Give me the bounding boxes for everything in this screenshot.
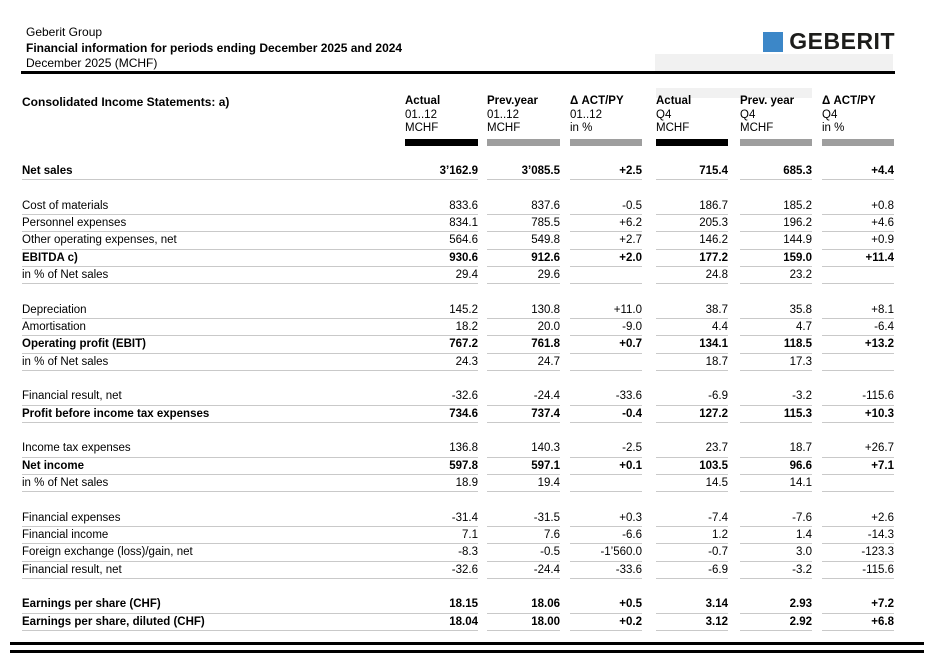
value-cell: +11.0 bbox=[570, 302, 642, 319]
value-cell: +0.9 bbox=[822, 232, 894, 249]
value-cell: -0.4 bbox=[570, 406, 642, 423]
row-label bbox=[22, 492, 405, 509]
value-cell: -0.5 bbox=[570, 198, 642, 215]
value-cell: 24.8 bbox=[656, 267, 728, 284]
value-cell: 834.1 bbox=[405, 215, 478, 232]
value-cell: 14.1 bbox=[740, 475, 812, 492]
value-cell: +0.1 bbox=[570, 458, 642, 475]
row-label: Earnings per share, diluted (CHF) bbox=[22, 614, 405, 631]
value-cell: -2.5 bbox=[570, 440, 642, 457]
row-label: Depreciation bbox=[22, 302, 405, 319]
value-cell: -33.6 bbox=[570, 562, 642, 579]
background-artifact bbox=[655, 54, 893, 71]
row-label: Amortisation bbox=[22, 319, 405, 336]
value-cell: -6.9 bbox=[656, 388, 728, 405]
value-cell: 96.6 bbox=[740, 458, 812, 475]
logo-square-icon bbox=[763, 32, 783, 52]
column-underline-bar bbox=[656, 139, 728, 146]
row-label: Cost of materials bbox=[22, 198, 405, 215]
table-row bbox=[22, 267, 894, 284]
value-cell bbox=[487, 423, 560, 440]
value-cell: 103.5 bbox=[656, 458, 728, 475]
value-cell: 17.3 bbox=[740, 354, 812, 371]
value-cell: 159.0 bbox=[740, 250, 812, 267]
value-cell: 7.1 bbox=[405, 527, 478, 544]
value-cell: -14.3 bbox=[822, 527, 894, 544]
value-cell: +10.3 bbox=[822, 406, 894, 423]
value-cell: -115.6 bbox=[822, 388, 894, 405]
document-subtitle: December 2025 (MCHF) bbox=[26, 56, 158, 70]
geberit-logo bbox=[763, 28, 895, 54]
value-cell: 3.0 bbox=[740, 544, 812, 561]
value-cell: 685.3 bbox=[740, 163, 812, 180]
value-cell: 145.2 bbox=[405, 302, 478, 319]
row-label: Foreign exchange (loss)/gain, net bbox=[22, 544, 405, 561]
value-cell bbox=[656, 371, 728, 388]
row-label: in % of Net sales bbox=[22, 475, 405, 492]
value-cell: -24.4 bbox=[487, 388, 560, 405]
value-cell: 115.3 bbox=[740, 406, 812, 423]
value-cell: -3.2 bbox=[740, 562, 812, 579]
logo-wordmark: GEBERIT bbox=[789, 28, 895, 54]
value-cell: +13.2 bbox=[822, 336, 894, 353]
row-label bbox=[22, 579, 405, 596]
table-row bbox=[22, 250, 894, 267]
value-cell: -115.6 bbox=[822, 562, 894, 579]
column-underline-bar bbox=[570, 139, 642, 146]
table-row bbox=[22, 596, 894, 613]
column-header-actual-ytd: Actual 01..12 MCHF bbox=[405, 95, 478, 146]
table-body bbox=[22, 163, 894, 631]
spacer-row bbox=[22, 180, 894, 197]
table-row bbox=[22, 232, 894, 249]
table-row bbox=[22, 544, 894, 561]
column-underline-bar bbox=[487, 139, 560, 146]
value-cell: +0.3 bbox=[570, 510, 642, 527]
value-cell: +8.1 bbox=[822, 302, 894, 319]
value-cell: +0.8 bbox=[822, 198, 894, 215]
value-cell: -9.0 bbox=[570, 319, 642, 336]
value-cell: +2.6 bbox=[822, 510, 894, 527]
row-label bbox=[22, 284, 405, 301]
table-row bbox=[22, 198, 894, 215]
spacer-row bbox=[22, 492, 894, 509]
value-cell: +6.8 bbox=[822, 614, 894, 631]
value-cell: +7.2 bbox=[822, 596, 894, 613]
table-row bbox=[22, 527, 894, 544]
value-cell: 930.6 bbox=[405, 250, 478, 267]
value-cell bbox=[740, 423, 812, 440]
value-cell: 186.7 bbox=[656, 198, 728, 215]
value-cell bbox=[487, 180, 560, 197]
value-cell: -31.4 bbox=[405, 510, 478, 527]
value-cell: 3.14 bbox=[656, 596, 728, 613]
value-cell: -3.2 bbox=[740, 388, 812, 405]
spacer-row bbox=[22, 579, 894, 596]
value-cell: 144.9 bbox=[740, 232, 812, 249]
value-cell bbox=[405, 579, 478, 596]
value-cell: +2.7 bbox=[570, 232, 642, 249]
value-cell: 118.5 bbox=[740, 336, 812, 353]
value-cell: 3’085.5 bbox=[487, 163, 560, 180]
value-cell: 3’162.9 bbox=[405, 163, 478, 180]
value-cell: -7.4 bbox=[656, 510, 728, 527]
document-header bbox=[26, 25, 402, 71]
value-cell: 177.2 bbox=[656, 250, 728, 267]
value-cell: 185.2 bbox=[740, 198, 812, 215]
value-cell: 127.2 bbox=[656, 406, 728, 423]
value-cell: 761.8 bbox=[487, 336, 560, 353]
value-cell: 18.9 bbox=[405, 475, 478, 492]
value-cell: 18.00 bbox=[487, 614, 560, 631]
value-cell: +0.5 bbox=[570, 596, 642, 613]
value-cell: 7.6 bbox=[487, 527, 560, 544]
value-cell bbox=[570, 267, 642, 284]
value-cell bbox=[487, 284, 560, 301]
value-cell: -24.4 bbox=[487, 562, 560, 579]
value-cell: 23.7 bbox=[656, 440, 728, 457]
value-cell: +4.6 bbox=[822, 215, 894, 232]
table-row bbox=[22, 458, 894, 475]
column-underline-bar bbox=[822, 139, 894, 146]
table-row bbox=[22, 475, 894, 492]
value-cell: 19.4 bbox=[487, 475, 560, 492]
value-cell: -6.4 bbox=[822, 319, 894, 336]
row-label: Net sales bbox=[22, 163, 405, 180]
value-cell: 35.8 bbox=[740, 302, 812, 319]
header-divider bbox=[21, 71, 895, 74]
table-row bbox=[22, 336, 894, 353]
column-header-delta-ytd: Δ ACT/PY 01..12 in % bbox=[570, 95, 642, 146]
value-cell: -0.5 bbox=[487, 544, 560, 561]
value-cell: 18.7 bbox=[740, 440, 812, 457]
table-row bbox=[22, 614, 894, 631]
table-row bbox=[22, 354, 894, 371]
value-cell bbox=[570, 284, 642, 301]
value-cell bbox=[822, 492, 894, 509]
table-header bbox=[22, 95, 894, 146]
value-cell bbox=[570, 423, 642, 440]
column-header-prevyear-q4: Prev. year Q4 MCHF bbox=[740, 95, 812, 146]
value-cell: 4.4 bbox=[656, 319, 728, 336]
column-underline-bar bbox=[740, 139, 812, 146]
value-cell: +4.4 bbox=[822, 163, 894, 180]
value-cell bbox=[570, 180, 642, 197]
value-cell: -6.9 bbox=[656, 562, 728, 579]
value-cell bbox=[822, 284, 894, 301]
row-label: in % of Net sales bbox=[22, 354, 405, 371]
value-cell bbox=[487, 371, 560, 388]
spacer-row bbox=[22, 284, 894, 301]
row-label: Financial result, net bbox=[22, 388, 405, 405]
value-cell: 205.3 bbox=[656, 215, 728, 232]
value-cell bbox=[570, 354, 642, 371]
value-cell: 597.1 bbox=[487, 458, 560, 475]
value-cell: -7.6 bbox=[740, 510, 812, 527]
value-cell bbox=[405, 492, 478, 509]
value-cell: +0.2 bbox=[570, 614, 642, 631]
table-row bbox=[22, 215, 894, 232]
value-cell: 837.6 bbox=[487, 198, 560, 215]
value-cell: 146.2 bbox=[656, 232, 728, 249]
table-row bbox=[22, 440, 894, 457]
column-header-prevyear-ytd: Prev.year 01..12 MCHF bbox=[487, 95, 560, 146]
value-cell: -8.3 bbox=[405, 544, 478, 561]
value-cell bbox=[656, 423, 728, 440]
value-cell: 564.6 bbox=[405, 232, 478, 249]
value-cell: 18.2 bbox=[405, 319, 478, 336]
value-cell: 3.12 bbox=[656, 614, 728, 631]
value-cell: 38.7 bbox=[656, 302, 728, 319]
value-cell: 14.5 bbox=[656, 475, 728, 492]
value-cell: 912.6 bbox=[487, 250, 560, 267]
value-cell bbox=[405, 180, 478, 197]
value-cell: +11.4 bbox=[822, 250, 894, 267]
value-cell: 2.93 bbox=[740, 596, 812, 613]
table-row bbox=[22, 562, 894, 579]
value-cell bbox=[822, 354, 894, 371]
value-cell bbox=[740, 492, 812, 509]
value-cell bbox=[656, 492, 728, 509]
row-label: Financial income bbox=[22, 527, 405, 544]
value-cell: +0.7 bbox=[570, 336, 642, 353]
value-cell: 24.7 bbox=[487, 354, 560, 371]
value-cell: -31.5 bbox=[487, 510, 560, 527]
value-cell bbox=[740, 371, 812, 388]
value-cell: 767.2 bbox=[405, 336, 478, 353]
value-cell bbox=[570, 371, 642, 388]
row-label bbox=[22, 371, 405, 388]
value-cell bbox=[405, 371, 478, 388]
value-cell: 20.0 bbox=[487, 319, 560, 336]
value-cell bbox=[822, 475, 894, 492]
value-cell bbox=[405, 284, 478, 301]
value-cell bbox=[822, 180, 894, 197]
row-label: Profit before income tax expenses bbox=[22, 406, 405, 423]
value-cell bbox=[487, 579, 560, 596]
value-cell bbox=[656, 180, 728, 197]
value-cell: 785.5 bbox=[487, 215, 560, 232]
value-cell: 136.8 bbox=[405, 440, 478, 457]
value-cell bbox=[656, 284, 728, 301]
value-cell: -123.3 bbox=[822, 544, 894, 561]
value-cell bbox=[570, 492, 642, 509]
value-cell: +26.7 bbox=[822, 440, 894, 457]
table-row bbox=[22, 510, 894, 527]
value-cell: 1.2 bbox=[656, 527, 728, 544]
bottom-divider bbox=[10, 650, 924, 653]
value-cell: 29.4 bbox=[405, 267, 478, 284]
value-cell: 715.4 bbox=[656, 163, 728, 180]
value-cell: -33.6 bbox=[570, 388, 642, 405]
value-cell: 29.6 bbox=[487, 267, 560, 284]
value-cell: -32.6 bbox=[405, 388, 478, 405]
spacer-row bbox=[22, 423, 894, 440]
row-label: Financial result, net bbox=[22, 562, 405, 579]
column-header-actual-q4: Actual Q4 MCHF bbox=[656, 95, 728, 146]
company-name: Geberit Group bbox=[26, 25, 103, 39]
value-cell: +6.2 bbox=[570, 215, 642, 232]
table-row bbox=[22, 388, 894, 405]
row-label: Personnel expenses bbox=[22, 215, 405, 232]
value-cell: 130.8 bbox=[487, 302, 560, 319]
value-cell: 140.3 bbox=[487, 440, 560, 457]
value-cell: 134.1 bbox=[656, 336, 728, 353]
row-label: EBITDA c) bbox=[22, 250, 405, 267]
value-cell: 196.2 bbox=[740, 215, 812, 232]
value-cell: 24.3 bbox=[405, 354, 478, 371]
row-label: Net income bbox=[22, 458, 405, 475]
column-underline-bar bbox=[405, 139, 478, 146]
column-header-delta-q4: Δ ACT/PY Q4 in % bbox=[822, 95, 894, 146]
value-cell: -0.7 bbox=[656, 544, 728, 561]
value-cell: 18.06 bbox=[487, 596, 560, 613]
value-cell bbox=[740, 180, 812, 197]
row-label: Other operating expenses, net bbox=[22, 232, 405, 249]
table-row bbox=[22, 302, 894, 319]
value-cell bbox=[740, 284, 812, 301]
value-cell bbox=[405, 423, 478, 440]
value-cell bbox=[740, 579, 812, 596]
row-label: in % of Net sales bbox=[22, 267, 405, 284]
value-cell: 734.6 bbox=[405, 406, 478, 423]
value-cell: 18.04 bbox=[405, 614, 478, 631]
value-cell: -1’560.0 bbox=[570, 544, 642, 561]
row-label: Operating profit (EBIT) bbox=[22, 336, 405, 353]
table-title: Consolidated Income Statements: a) bbox=[22, 95, 230, 109]
value-cell: 737.4 bbox=[487, 406, 560, 423]
value-cell: +2.0 bbox=[570, 250, 642, 267]
table-row bbox=[22, 406, 894, 423]
bottom-divider bbox=[10, 642, 924, 645]
value-cell: 18.15 bbox=[405, 596, 478, 613]
row-label bbox=[22, 180, 405, 197]
value-cell: +2.5 bbox=[570, 163, 642, 180]
value-cell bbox=[570, 579, 642, 596]
value-cell: 549.8 bbox=[487, 232, 560, 249]
value-cell: +7.1 bbox=[822, 458, 894, 475]
value-cell: 23.2 bbox=[740, 267, 812, 284]
row-label: Financial expenses bbox=[22, 510, 405, 527]
value-cell bbox=[487, 492, 560, 509]
value-cell bbox=[822, 267, 894, 284]
value-cell bbox=[822, 423, 894, 440]
value-cell bbox=[822, 579, 894, 596]
value-cell bbox=[656, 579, 728, 596]
row-label: Income tax expenses bbox=[22, 440, 405, 457]
value-cell: 833.6 bbox=[405, 198, 478, 215]
value-cell bbox=[570, 475, 642, 492]
value-cell: 18.7 bbox=[656, 354, 728, 371]
value-cell: -32.6 bbox=[405, 562, 478, 579]
row-label: Earnings per share (CHF) bbox=[22, 596, 405, 613]
value-cell: -6.6 bbox=[570, 527, 642, 544]
spacer-row bbox=[22, 371, 894, 388]
table-row bbox=[22, 163, 894, 180]
document-title: Financial information for periods ending December 2025 and 2024 bbox=[26, 41, 403, 55]
value-cell bbox=[822, 371, 894, 388]
row-label bbox=[22, 423, 405, 440]
table-row bbox=[22, 319, 894, 336]
value-cell: 597.8 bbox=[405, 458, 478, 475]
value-cell: 1.4 bbox=[740, 527, 812, 544]
value-cell: 2.92 bbox=[740, 614, 812, 631]
value-cell: 4.7 bbox=[740, 319, 812, 336]
